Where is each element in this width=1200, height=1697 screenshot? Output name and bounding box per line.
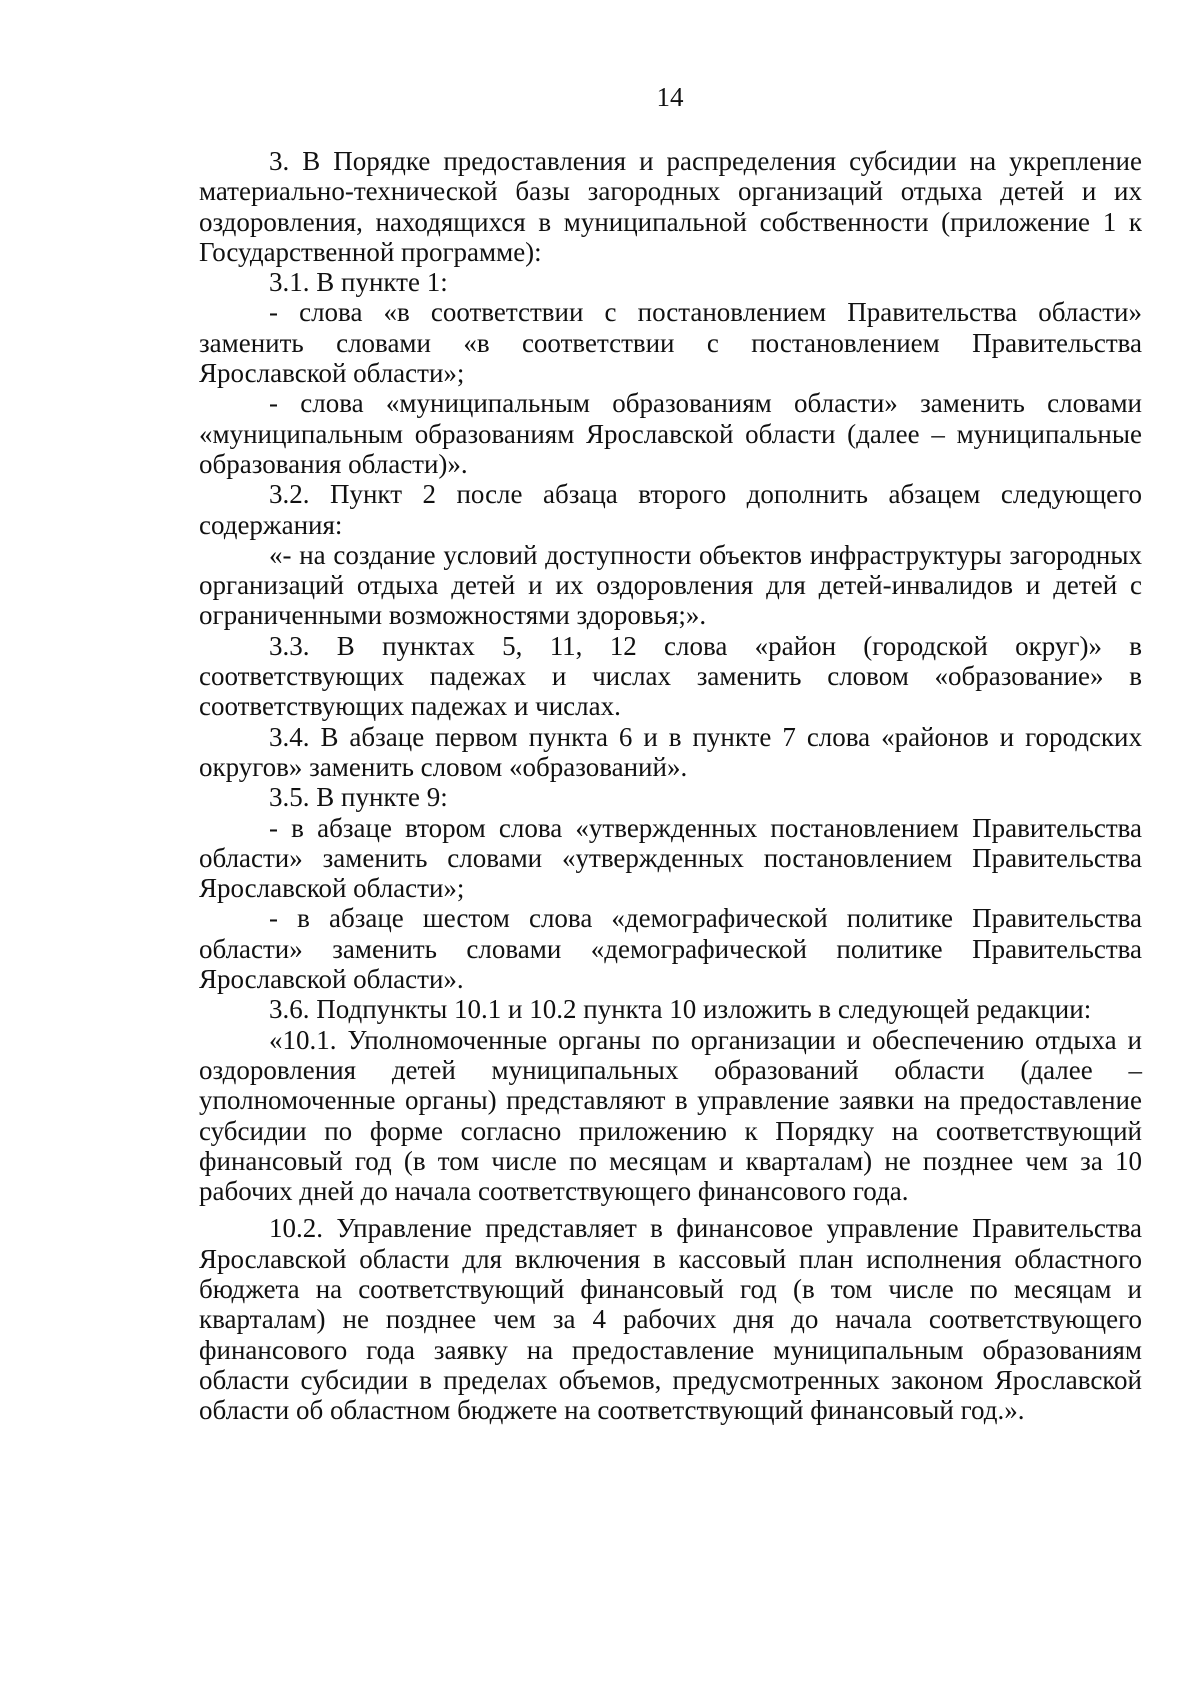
- paragraph-3-2-quote: «- на создание условий доступности объектов инфраструктуры загородных организаций отдыха детей и их оздоровления для детей-инвалидов и детей с ограниченными возможностями здоровья;».: [199, 539, 1142, 631]
- paragraph-3-3: 3.3. В пунктах 5, 11, 12 слова «район (городской округ)» в соответствующих падежах и числах заменить словом «образование» в соответствующих падежах и числах.: [199, 630, 1142, 722]
- paragraph-10-1: «10.1. Уполномоченные органы по организации и обеспечению отдыха и оздоровления детей муниципальных образований области (далее – уполномоченные органы) представляют в управление заявки на предоставление субсидии по форме согласно приложению к Порядку на соответствующий финансовый год (в том числе по месяцам и кварталам) не позднее чем за 10 рабочих дней до начала соответствующего финансового года.: [199, 1024, 1142, 1207]
- paragraph-3-4: 3.4. В абзаце первом пункта 6 и в пункте 7 слова «районов и городских округов» заменить словом «образований».: [199, 721, 1142, 782]
- paragraph-3-1-item-1: - слова «в соответствии с постановлением Правительства области» заменить словами «в соответствии с постановлением Правительства Ярославской области»;: [199, 297, 1142, 389]
- paragraph-10-2: 10.2. Управление представляет в финансовое управление Правительства Ярославской области для включения в кассовый план исполнения областного бюджета на соответствующий финансовый год (в том числе по месяцам и кварталам) не позднее чем за 4 рабочих дня до начала соответствующего финансового года заявку на предоставление муниципальным образованиям области субсидии в пределах объемов, предусмотренных законом Ярославской области об областном бюджете на соответствующий финансовый год.».: [199, 1213, 1142, 1426]
- paragraph-3-5-item-2: - в абзаце шестом слова «демографической политике Правительства области» заменить словами «демографической политике Правительства Ярославской области».: [199, 903, 1142, 995]
- paragraph-3-1-item-2: - слова «муниципальным образованиям области» заменить словами «муниципальным образованиям Ярославской области (далее – муниципальные образования области)».: [199, 388, 1142, 479]
- paragraph-3-5: 3.5. В пункте 9:: [269, 782, 448, 813]
- paragraph-3-1: 3.1. В пункте 1:: [269, 267, 448, 298]
- page-number: 14: [656, 82, 684, 112]
- paragraph-3-5-item-1: - в абзаце втором слова «утвержденных постановлением Правительства области» заменить словами «утвержденных постановлением Правительства Ярославской области»;: [199, 812, 1142, 904]
- paragraph-3-2: 3.2. Пункт 2 после абзаца второго дополнить абзацем следующего содержания:: [199, 479, 1142, 540]
- paragraph-3-6: 3.6. Подпункты 10.1 и 10.2 пункта 10 изложить в следующей редакции:: [269, 994, 1092, 1025]
- document-body: [199, 146, 1142, 1425]
- paragraph-3-intro: 3. В Порядке предоставления и распределения субсидии на укрепление материально-технической базы загородных организаций отдыха детей и их оздоровления, находящихся в муниципальной собственности (приложение 1 к Государственной программе):: [199, 146, 1142, 267]
